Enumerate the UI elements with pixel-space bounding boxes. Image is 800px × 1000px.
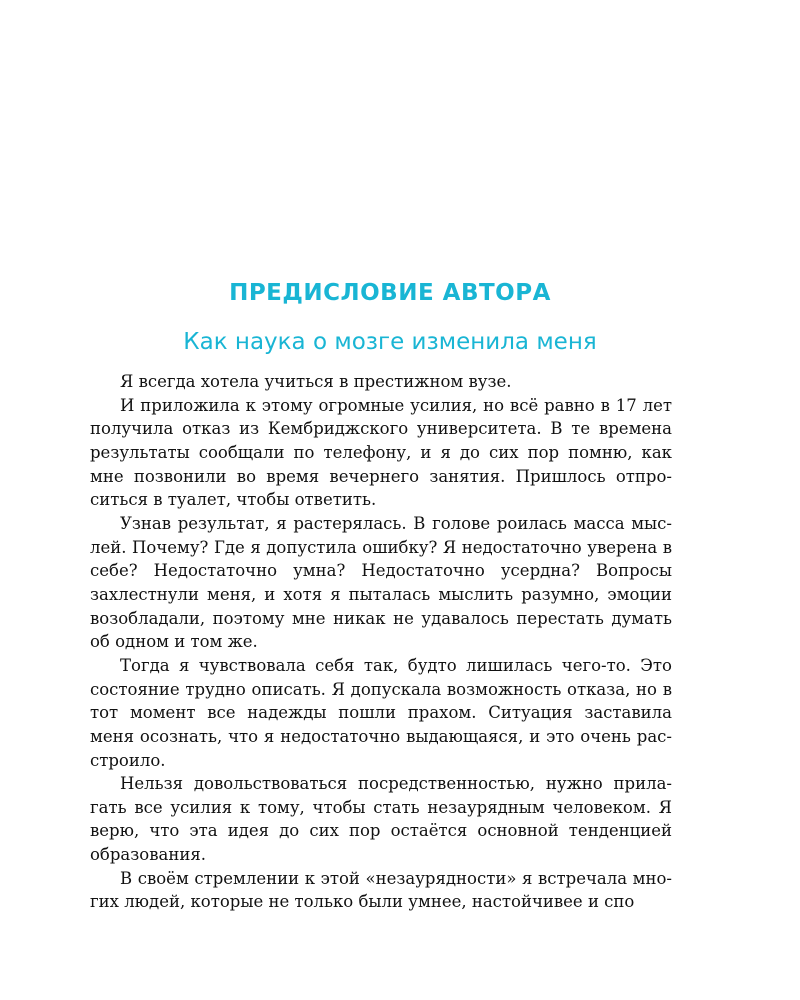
paragraph: Тогда я чувствовала себя так, будто лишилась чего-то. Это состояние трудно описать. Я допускала возможность отказа, но в тот момент все надежды пошли прахом. Ситуация заставила меня осознать, что я недостаточно выдающаяся, и это очень расстроило.: [90, 655, 672, 770]
paragraph: Я всегда хотела учиться в престижном вузе.: [120, 372, 512, 391]
paragraph: Узнав результат, я растерялась. В голове роилась масса мыслей. Почему? Где я допустила ошибку? Я недостаточно уверена в себе? Недостаточно умна? Недостаточно усердна? Вопросы захлестнули меня, и хотя я пыталась мыслить разумно, эмоции возобладали, поэтому мне никак не удавалось перестать думать об одном и том же.: [90, 513, 672, 652]
chapter-title: ПРЕДИСЛОВИЕ АВТОРА: [229, 280, 551, 306]
paragraph: В своём стремлении к этой «незаурядности» я встречала многих людей, которые не только были умнее, настойчивее и спо: [90, 868, 672, 912]
chapter-heading: [0, 276, 780, 359]
paragraph: И приложила к этому огромные усилия, но всё равно в 17 лет получила отказ из Кембриджского университета. В те времена результаты сообщали по телефону, и я до сих пор помню, как мне позвонили во время вечернего занятия. Пришлось отпроситься в туалет, чтобы ответить.: [90, 395, 672, 510]
chapter-subtitle: Как наука о мозге изменила меня: [183, 329, 597, 355]
body-text: [90, 370, 672, 914]
paragraph: Нельзя довольствоваться посредственностью, нужно прилагать все усилия к тому, чтобы стать незаурядным человеком. Я верю, что эта идея до сих пор остаётся основной тенденцией образования.: [90, 774, 672, 865]
